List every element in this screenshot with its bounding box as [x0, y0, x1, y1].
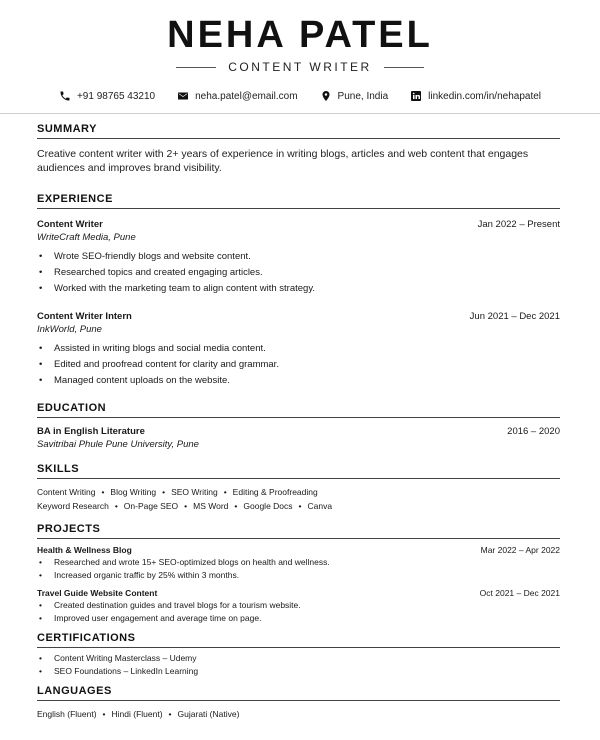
job-title: Content Writer — [37, 219, 103, 230]
email-text: neha.patel@email.com — [195, 90, 298, 102]
certifications-heading: CERTIFICATIONS — [37, 632, 560, 648]
phone-icon — [59, 90, 71, 102]
skill-item: MS Word — [193, 501, 229, 511]
experience-item — [37, 311, 560, 389]
school-name: Savitribai Phule Pune University, Pune — [37, 439, 199, 450]
project-item — [37, 588, 560, 625]
certifications-section — [37, 632, 560, 678]
contact-linkedin — [410, 90, 541, 102]
skill-item: Keyword Research — [37, 501, 109, 511]
education-dates: 2016 – 2020 — [507, 426, 560, 437]
location-text: Pune, India — [337, 90, 389, 102]
location-pin-icon — [320, 90, 332, 102]
bullet-item: • Increased organic traffic by 25% within 3 months. — [37, 569, 560, 582]
contact-phone — [59, 90, 155, 102]
linkedin-icon — [410, 90, 422, 102]
projects-heading: PROJECTS — [37, 523, 560, 539]
languages-heading: LANGUAGES — [37, 685, 560, 701]
project-title: Travel Guide Website Content — [37, 588, 158, 598]
experience-heading: EXPERIENCE — [37, 193, 560, 209]
skills-row: Content Writing • Blog Writing • SEO Writing • Editing & Proofreading — [37, 487, 318, 497]
job-company: WriteCraft Media, Pune — [37, 232, 136, 243]
resume-role: CONTENT WRITER — [228, 60, 372, 74]
job-title: Content Writer Intern — [37, 311, 132, 322]
languages-section — [37, 685, 560, 721]
degree-title: BA in English Literature — [37, 426, 145, 437]
summary-text: Creative content writer with 2+ years of experience in writing blogs, articles and web content that engages audiences and improves brand visibility. — [37, 148, 529, 174]
project-bullets — [37, 599, 560, 625]
bullet-item: • Improved user engagement and average time on page. — [37, 612, 560, 625]
language-item: Hindi (Fluent) — [111, 709, 163, 719]
role-row — [0, 60, 600, 74]
skills-section — [37, 463, 560, 513]
language-item: English (Fluent) — [37, 709, 97, 719]
skill-item: Editing & Proofreading — [232, 487, 318, 497]
project-item — [37, 545, 560, 582]
role-rule-right — [384, 67, 424, 68]
job-dates: Jan 2022 – Present — [477, 219, 560, 230]
bullet-item: • Researched and wrote 15+ SEO-optimized blogs on health and wellness. — [37, 556, 560, 569]
summary-section — [37, 123, 560, 175]
certifications-list — [37, 652, 560, 678]
phone-text: +91 98765 43210 — [76, 90, 156, 102]
skill-item: Blog Writing — [110, 487, 157, 497]
skill-item: SEO Writing — [171, 487, 218, 497]
contact-email — [177, 90, 297, 102]
project-title: Health & Wellness Blog — [37, 545, 132, 555]
header-divider — [0, 113, 600, 114]
job-bullets — [37, 341, 560, 389]
role-rule-left — [176, 67, 216, 68]
job-company: InkWorld, Pune — [37, 324, 102, 335]
skill-item: On-Page SEO — [123, 501, 179, 511]
contact-row — [0, 90, 600, 102]
skill-item: Canva — [307, 501, 333, 511]
contact-location — [320, 90, 389, 102]
envelope-icon — [177, 90, 189, 102]
summary-heading: SUMMARY — [37, 123, 560, 139]
experience-section — [37, 193, 560, 389]
job-dates: Jun 2021 – Dec 2021 — [469, 311, 560, 322]
job-bullets — [37, 249, 560, 297]
education-heading: EDUCATION — [37, 402, 560, 418]
bullet-item: • Created destination guides and travel blogs for a tourism website. — [37, 599, 560, 612]
bullet-item: • Worked with the marketing team to align content with strategy. — [37, 281, 560, 297]
skill-item: Content Writing — [37, 487, 96, 497]
project-dates: Oct 2021 – Dec 2021 — [479, 588, 560, 598]
skills-heading: SKILLS — [37, 463, 560, 479]
education-section — [37, 402, 560, 450]
project-bullets — [37, 556, 560, 582]
skill-item: Google Docs — [243, 501, 293, 511]
bullet-item: • Edited and proofread content for clarity and grammar. — [37, 357, 560, 373]
languages-row: English (Fluent) • Hindi (Fluent) • Gujarati (Native) — [37, 709, 240, 719]
language-item: Gujarati (Native) — [177, 709, 240, 719]
certification-item: • Content Writing Masterclass – Udemy — [37, 652, 560, 665]
skills-row: Keyword Research • On-Page SEO • MS Word • Google Docs • Canva — [37, 501, 333, 511]
bullet-item: • Researched topics and created engaging articles. — [37, 265, 560, 281]
certification-item: • SEO Foundations – LinkedIn Learning — [37, 665, 560, 678]
resume-name: NEHA PATEL — [167, 14, 433, 56]
project-dates: Mar 2022 – Apr 2022 — [480, 545, 560, 555]
experience-item — [37, 219, 560, 297]
bullet-item: • Assisted in writing blogs and social media content. — [37, 341, 560, 357]
bullet-item: • Managed content uploads on the website. — [37, 373, 560, 389]
linkedin-text: linkedin.com/in/nehapatel — [428, 90, 542, 102]
projects-section — [37, 523, 560, 625]
bullet-item: • Wrote SEO-friendly blogs and website content. — [37, 249, 560, 265]
